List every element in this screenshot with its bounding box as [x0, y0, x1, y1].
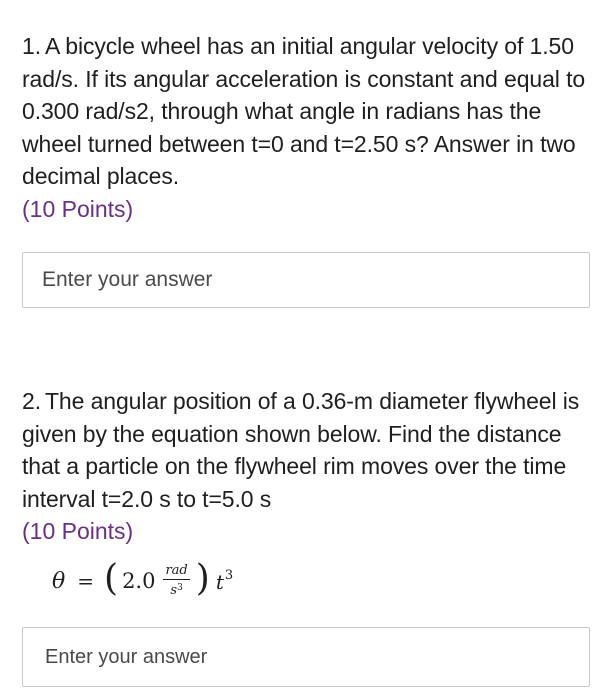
equation-variable-base: t — [215, 570, 224, 594]
equation-open-paren: ( — [104, 558, 119, 599]
question-2-body: The angular position of a 0.36-m diameter flywheel is given by the equation shown below. Find the distance that a particle on the flywheel rim moves over the time interval t=2.0 s to t=5.0 s — [22, 388, 580, 512]
equation-equals: = — [77, 569, 95, 593]
equation-unit-numerator: rad — [165, 563, 188, 578]
question-1-number: 1. — [22, 33, 41, 59]
angular-position-equation — [52, 556, 233, 606]
equation-close-paren: ) — [195, 558, 210, 599]
equation-unit-denominator — [170, 580, 182, 598]
equation-unit-denominator-exponent: 3 — [177, 583, 183, 593]
equation-unit-fraction — [163, 564, 189, 598]
question-2-points: (10 Points) — [22, 518, 134, 544]
equation-variable — [216, 568, 233, 594]
question-1 — [22, 30, 597, 225]
equation-unit-denominator-base: s — [170, 583, 178, 598]
equation-variable-exponent: 3 — [224, 568, 234, 583]
question-2-text — [22, 385, 597, 515]
question-1-points: (10 Points) — [22, 195, 134, 222]
question-2-answer-input[interactable] — [22, 627, 590, 687]
question-2 — [22, 385, 597, 547]
question-1-text — [22, 30, 597, 193]
question-1-answer-input[interactable] — [22, 252, 590, 308]
equation-theta: θ — [52, 568, 66, 594]
equation-coefficient: 2.0 — [122, 569, 156, 593]
question-1-body: A bicycle wheel has an initial angular velocity of 1.50 rad/s. If its angular acceleration is constant and equal to 0.300 rad/s2, through what angle in radians has the wheel turned between t=0 and t=2.50 s? Answer in two decimal places. — [22, 33, 586, 189]
question-2-number: 2. — [22, 388, 41, 414]
